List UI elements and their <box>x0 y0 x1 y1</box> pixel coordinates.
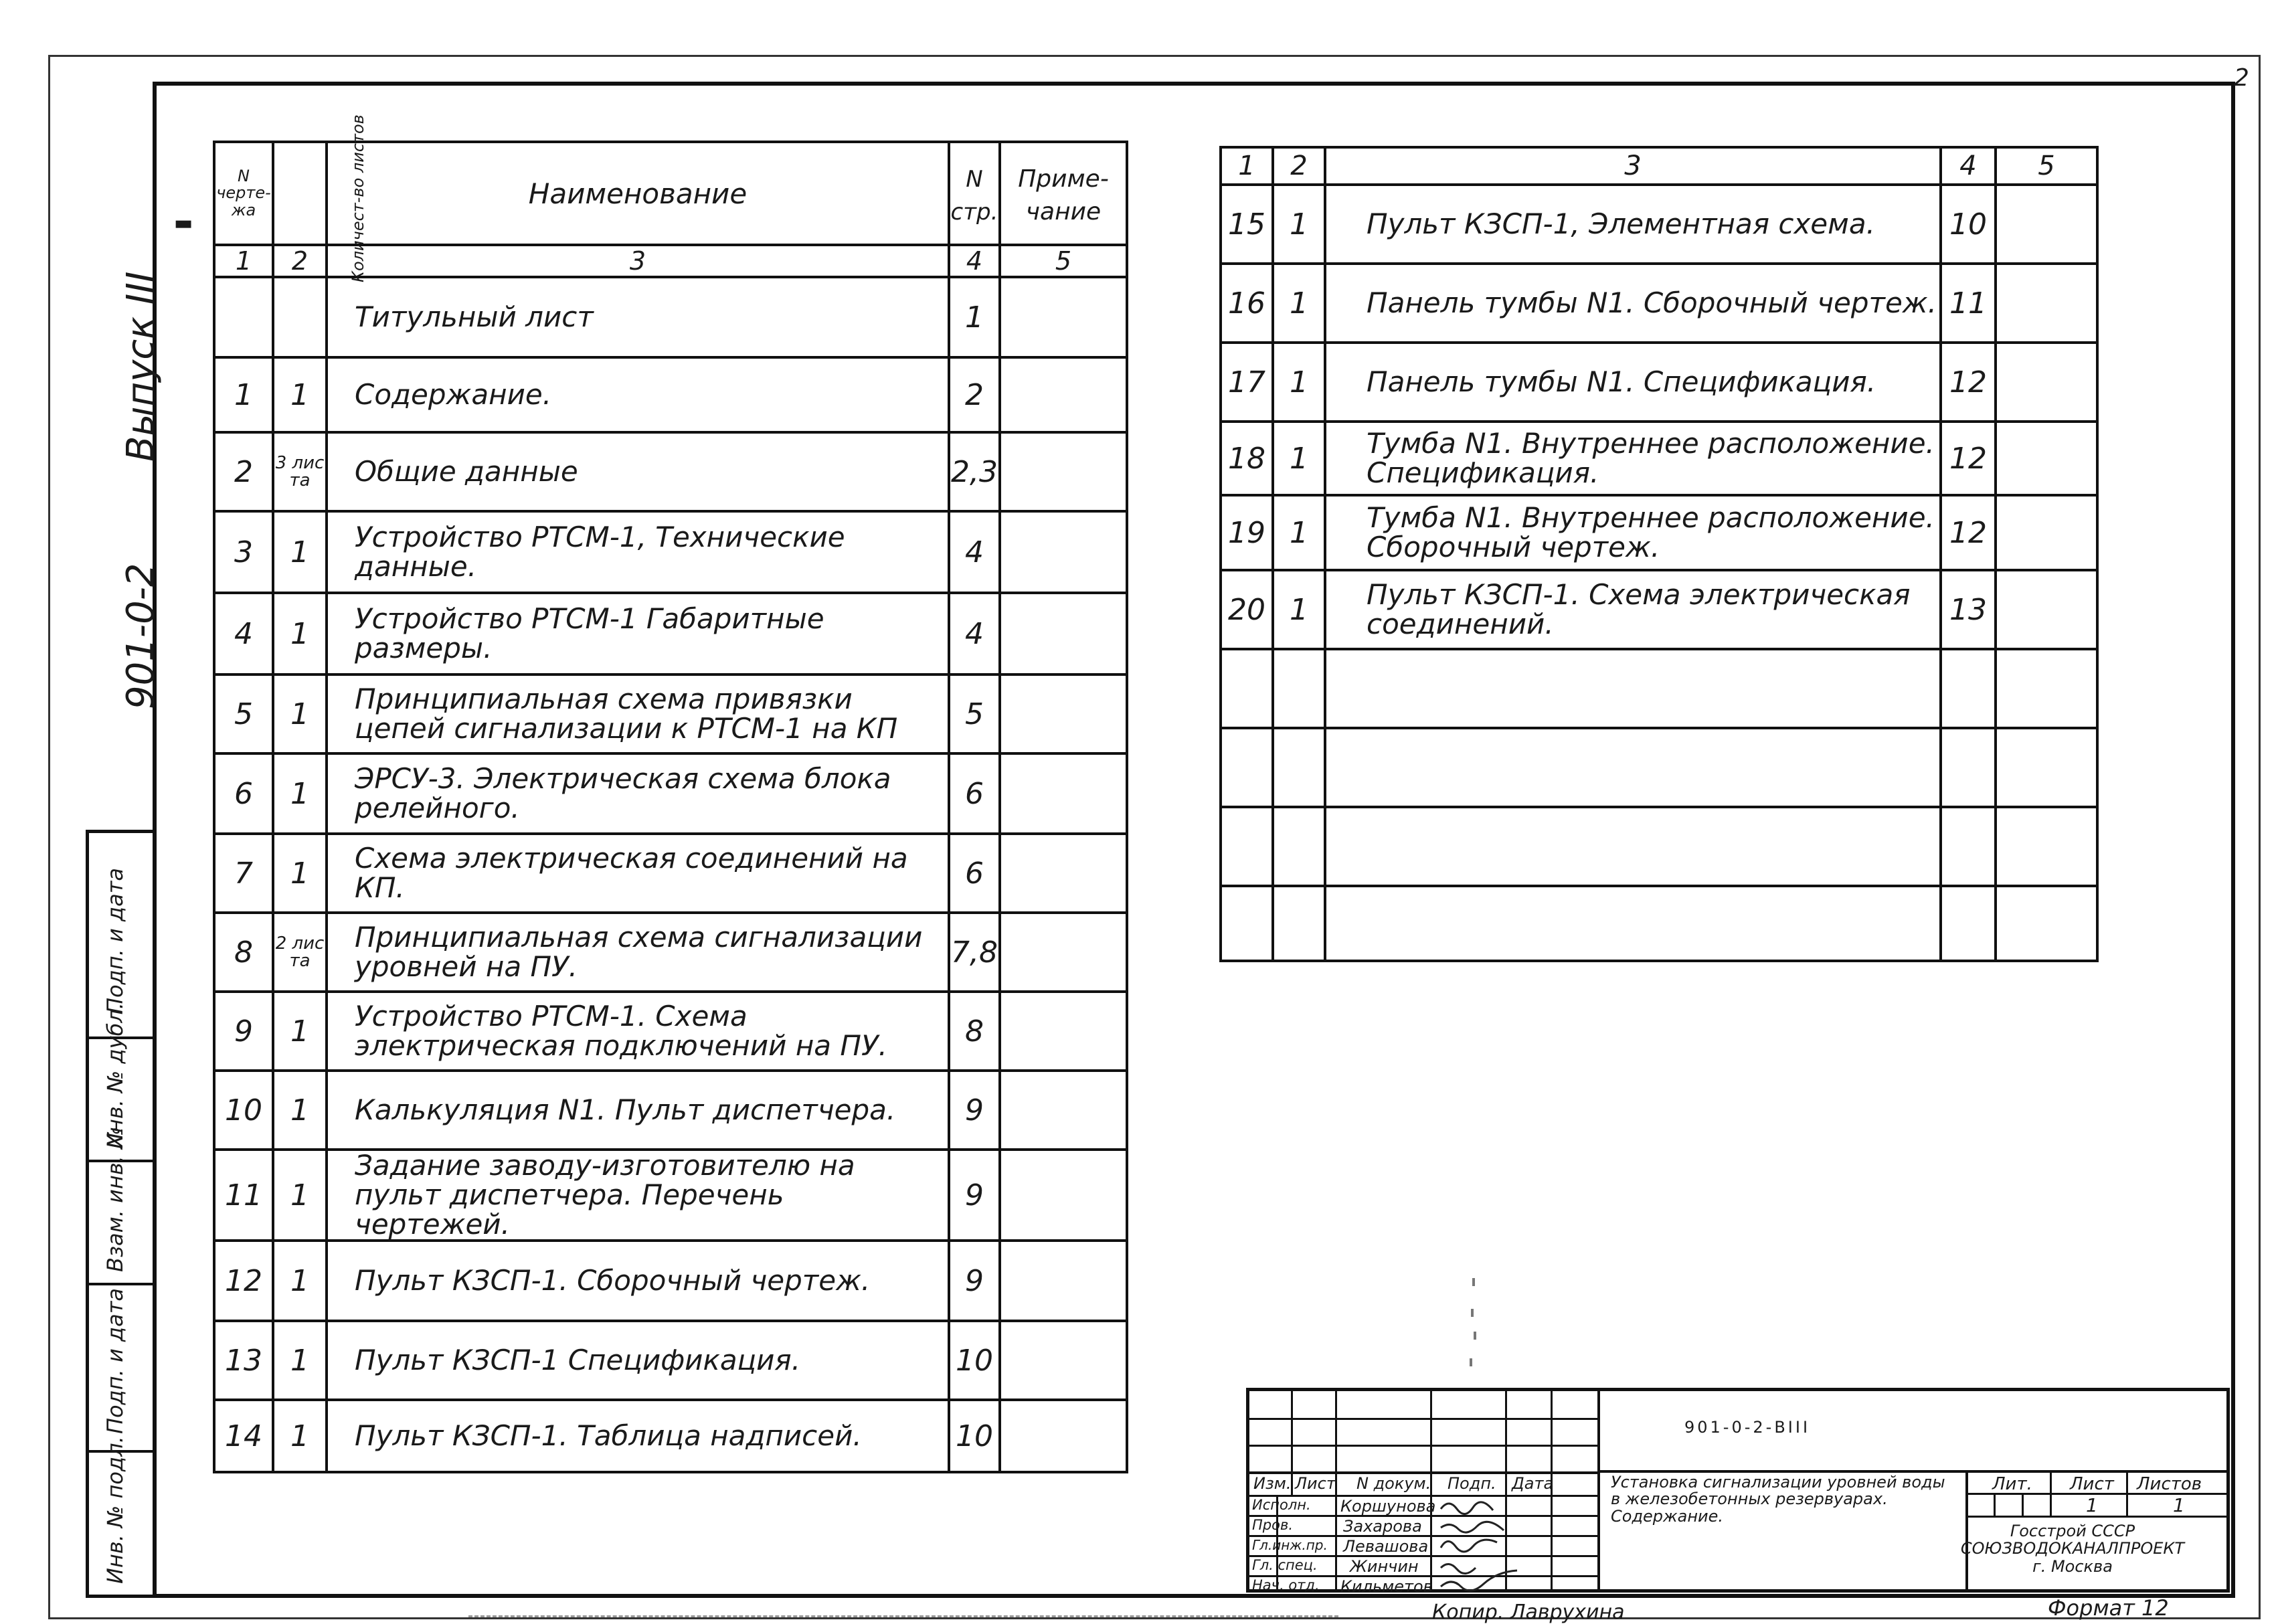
sheet-count-cell <box>1273 728 1325 807</box>
note-cell <box>1000 511 1127 593</box>
stamp-col-header: N докум. <box>1356 1474 1431 1493</box>
sheet-count-cell: 1 <box>273 1241 327 1321</box>
column-number: 1 <box>214 245 273 277</box>
table-row <box>214 511 1127 593</box>
margin-mark: ▬ <box>174 211 193 235</box>
drawing-number-cell: 17 <box>1221 343 1273 422</box>
table-row <box>1221 649 2097 728</box>
page-number-cell: 10 <box>949 1321 1000 1400</box>
header-note: Приме-чание <box>1000 142 1127 245</box>
drawing-name-cell <box>1325 728 1941 807</box>
table-row <box>1221 886 2097 961</box>
drawing-number-cell: 8 <box>214 913 273 992</box>
table-row <box>1221 495 2097 570</box>
sheet-count-cell: 1 <box>1273 570 1325 649</box>
drawing-number-cell: 9 <box>214 992 273 1071</box>
sheet-count-cell: 1 <box>1273 264 1325 343</box>
sheet-count-cell: 1 <box>273 1321 327 1400</box>
drawing-number-cell: 10 <box>214 1071 273 1150</box>
strip-cell <box>89 1285 153 1453</box>
note-cell <box>1000 913 1127 992</box>
drawing-name-cell: Устройство РТСМ-1. Схема электрическая подключений на ПУ. <box>327 992 949 1071</box>
sheet-count-cell: 1 <box>1273 422 1325 495</box>
drawing-number-cell: 19 <box>1221 495 1273 570</box>
page-number-cell <box>1941 649 1996 728</box>
stamp-role: Пров. <box>1252 1517 1294 1533</box>
contents-table-left <box>213 114 1128 1473</box>
drawing-number-cell: 2 <box>214 432 273 511</box>
drawing-name-cell: Пульт КЗСП-1. Таблица надписей. <box>327 1400 949 1472</box>
sheet-count-cell: 1 <box>273 992 327 1071</box>
table-row <box>1221 422 2097 495</box>
note-cell <box>1000 1071 1127 1150</box>
drawing-name-cell: ЭРСУ-3. Электрическая схема блока релейного. <box>327 753 949 834</box>
page-number-cell: 9 <box>949 1241 1000 1321</box>
note-cell <box>1996 185 2097 264</box>
table-row <box>1221 264 2097 343</box>
page-number-cell: 12 <box>1941 495 1996 570</box>
table-row <box>214 277 1127 357</box>
drawing-name-cell: Пульт КЗСП-1. Сборочный чертеж. <box>327 1241 949 1321</box>
stamp-sheets-label: Листов <box>2137 1474 2202 1494</box>
page-number-cell: 2 <box>949 357 1000 432</box>
page-number-cell <box>1941 728 1996 807</box>
page-number-cell <box>1941 807 1996 886</box>
drawing-name-cell: Калькуляция N1. Пульт диспетчера. <box>327 1071 949 1150</box>
drawing-number-cell: 15 <box>1221 185 1273 264</box>
copied-by-label: Копир. Лаврухина <box>1432 1601 1625 1624</box>
strip-label: Инв. № дубл. <box>102 1002 128 1149</box>
page-number-cell: 11 <box>1941 264 1996 343</box>
table-row <box>1221 185 2097 264</box>
drawing-name-cell: Панель тумбы N1. Спецификация. <box>1325 343 1941 422</box>
drawing-number-cell: 6 <box>214 753 273 834</box>
note-cell <box>1000 674 1127 753</box>
drawing-number-cell: 20 <box>1221 570 1273 649</box>
org-line: СОЮЗВОДОКАНАЛПРОЕКТ <box>1960 1539 2185 1558</box>
drawing-number-cell: 14 <box>214 1400 273 1472</box>
side-code-label: 901-0-2 <box>119 563 163 709</box>
table-row <box>214 913 1127 992</box>
page-number-cell: 8 <box>949 992 1000 1071</box>
drawing-number-cell: 11 <box>214 1150 273 1241</box>
table-row <box>214 593 1127 674</box>
stamp-signatures <box>1437 1496 1551 1593</box>
document-title: Установка сигнализации уровней воды в железобетонных резервуарах. Содержание. <box>1611 1473 1945 1526</box>
drawing-name-cell: Пульт КЗСП-1. Схема электрическая соединений. <box>1325 570 1941 649</box>
drawing-name-cell: Устройство РТСМ-1 Габаритные размеры. <box>327 593 949 674</box>
table-row <box>214 992 1127 1071</box>
note-cell <box>1000 593 1127 674</box>
sheet-count-cell: 2 листа <box>273 913 327 992</box>
stamp-sheet-label: Лист <box>2070 1474 2114 1494</box>
page-number-cell: 9 <box>949 1071 1000 1150</box>
note-cell <box>1996 807 2097 886</box>
table-row <box>214 1400 1127 1472</box>
note-cell <box>1000 1150 1127 1241</box>
sheet-count-cell <box>1273 886 1325 961</box>
scan-speck <box>1471 1309 1474 1317</box>
strip-label: Инв. № подл. <box>102 1436 128 1584</box>
sheet-count-cell: 1 <box>273 511 327 593</box>
page-number-cell: 6 <box>949 753 1000 834</box>
stamp-col-header: Лист <box>1295 1474 1336 1493</box>
header-drawing-number: N черте-жа <box>214 142 273 245</box>
table-row <box>214 1241 1127 1321</box>
strip-cell <box>89 1126 153 1285</box>
scan-speck <box>1470 1358 1472 1366</box>
drawing-name-cell: Панель тумбы N1. Сборочный чертеж. <box>1325 264 1941 343</box>
drawing-number-cell: 5 <box>214 674 273 753</box>
drawing-number-cell: 13 <box>214 1321 273 1400</box>
stamp-name: Левашова <box>1343 1537 1429 1556</box>
bottom-edge-marks <box>468 1615 1338 1620</box>
sheet-count-cell: 1 <box>1273 495 1325 570</box>
page-number-cell: 5 <box>949 674 1000 753</box>
drawing-name-cell: Устройство РТСМ-1, Технические данные. <box>327 511 949 593</box>
page-number-cell: 12 <box>1941 422 1996 495</box>
page-number-cell: 6 <box>949 834 1000 913</box>
drawing-number-cell: 18 <box>1221 422 1273 495</box>
note-cell <box>1996 570 2097 649</box>
note-cell <box>1996 728 2097 807</box>
page-number-cell: 4 <box>949 593 1000 674</box>
column-number: 3 <box>1325 147 1941 185</box>
page-number-cell: 12 <box>1941 343 1996 422</box>
drawing-name-cell: Титульный лист <box>327 277 949 357</box>
drawing-name-cell: Тумба N1. Внутреннее расположение. Спецификация. <box>1325 422 1941 495</box>
header-page: N стр. <box>949 142 1000 245</box>
contents-table-right <box>1219 146 2099 962</box>
note-cell <box>1996 886 2097 961</box>
stamp-role: Гл.инж.пр. <box>1252 1537 1328 1553</box>
side-approval-strip <box>86 830 153 1598</box>
table-row <box>214 432 1127 511</box>
page-number-cell: 1 <box>949 277 1000 357</box>
stamp-sheets-value: 1 <box>2173 1494 2185 1516</box>
column-number: 1 <box>1221 147 1273 185</box>
scan-speck <box>1474 1332 1476 1340</box>
sheet-corner-number: 2 <box>2234 64 2249 92</box>
note-cell <box>1000 357 1127 432</box>
note-cell <box>1000 1400 1127 1472</box>
sheet-count-cell: 1 <box>273 1150 327 1241</box>
drawing-number-cell <box>1221 649 1273 728</box>
stamp-name: Кильметов <box>1340 1577 1433 1596</box>
note-cell <box>1996 343 2097 422</box>
drawing-name-cell <box>1325 886 1941 961</box>
note-cell <box>1996 495 2097 570</box>
organization <box>1925 1522 2220 1575</box>
page-number-cell: 4 <box>949 511 1000 593</box>
column-number: 2 <box>273 245 327 277</box>
page-number-cell: 10 <box>1941 185 1996 264</box>
side-series-label: Выпуск III <box>119 271 163 462</box>
sheet-count-cell <box>1273 807 1325 886</box>
table-row <box>1221 728 2097 807</box>
drawing-number-cell <box>1221 886 1273 961</box>
org-line: г. Москва <box>2032 1556 2113 1576</box>
drawing-number-cell: 4 <box>214 593 273 674</box>
drawing-name-cell <box>1325 649 1941 728</box>
table-row <box>214 1321 1127 1400</box>
table-header-row <box>214 142 1127 245</box>
note-cell <box>1000 432 1127 511</box>
strip-label: Подп. и дата <box>102 868 128 1014</box>
table-row <box>1221 343 2097 422</box>
drawing-number-cell <box>214 277 273 357</box>
stamp-col-header: Подп. <box>1448 1474 1496 1493</box>
stamp-name: Жинчин <box>1350 1557 1419 1576</box>
note-cell <box>1000 1241 1127 1321</box>
drawing-number-cell <box>1221 728 1273 807</box>
note-cell <box>1000 992 1127 1071</box>
stamp-sheet-value: 1 <box>2086 1494 2098 1516</box>
column-number: 4 <box>1941 147 1996 185</box>
sheet-count-cell: 1 <box>273 753 327 834</box>
strip-label: Подп. и дата <box>102 1288 128 1434</box>
table-row <box>1221 807 2097 886</box>
stamp-col-header: Изм. <box>1253 1474 1292 1493</box>
drawing-name-cell: Принципиальная схема сигнализации уровней на ПУ. <box>327 913 949 992</box>
strip-cell <box>89 1436 153 1601</box>
table-row <box>214 753 1127 834</box>
table-row <box>214 834 1127 913</box>
drawing-name-cell: Принципиальная схема привязки цепей сигнализации к РТСМ-1 на КП <box>327 674 949 753</box>
table-row <box>214 1150 1127 1241</box>
stamp-role: Нач. отд. <box>1252 1577 1320 1593</box>
note-cell <box>1000 1321 1127 1400</box>
note-cell <box>1000 753 1127 834</box>
page-number-cell: 10 <box>949 1400 1000 1472</box>
drawing-number-cell: 3 <box>214 511 273 593</box>
format-label: Формат 12 <box>2048 1595 2169 1621</box>
page-number-cell: 13 <box>1941 570 1996 649</box>
note-cell <box>1996 264 2097 343</box>
sheet-count-cell: 1 <box>273 674 327 753</box>
sheet-count-cell: 1 <box>273 834 327 913</box>
column-number: 2 <box>1273 147 1325 185</box>
scan-speck <box>1472 1278 1475 1286</box>
page-number-cell: 9 <box>949 1150 1000 1241</box>
drawing-name-cell: Содержание. <box>327 357 949 432</box>
sheet-count-cell: 1 <box>273 1400 327 1472</box>
column-number: 5 <box>1000 245 1127 277</box>
drawing-name-cell: Пульт КЗСП-1, Элементная схема. <box>1325 185 1941 264</box>
note-cell <box>1996 649 2097 728</box>
stamp-col-header: Дата <box>1512 1474 1554 1493</box>
page-number-cell <box>1941 886 1996 961</box>
sheet-count-cell: 1 <box>1273 185 1325 264</box>
drawing-name-cell: Тумба N1. Внутреннее расположение. Сборочный чертеж. <box>1325 495 1941 570</box>
drawing-number-cell <box>1221 807 1273 886</box>
table-row <box>214 674 1127 753</box>
table-row <box>214 357 1127 432</box>
page-number-cell: 7,8 <box>949 913 1000 992</box>
note-cell <box>1000 834 1127 913</box>
table-row <box>214 1071 1127 1150</box>
drawing-name-cell: Схема электрическая соединений на КП. <box>327 834 949 913</box>
sheet-count-cell: 1 <box>273 593 327 674</box>
drawing-name-cell: Пульт КЗСП-1 Спецификация. <box>327 1321 949 1400</box>
sheet-count-cell <box>1273 649 1325 728</box>
column-number: 4 <box>949 245 1000 277</box>
drawing-number-cell: 7 <box>214 834 273 913</box>
header-sheet-count: Количест-во листов <box>273 142 327 245</box>
drawing-name-cell: Задание заводу-изготовителю на пульт диспетчера. Перечень чертежей. <box>327 1150 949 1241</box>
stamp-name: Коршунова <box>1340 1497 1436 1516</box>
table-row <box>1221 570 2097 649</box>
sheet-count-cell <box>273 277 327 357</box>
sheet-count-cell: 1 <box>1273 343 1325 422</box>
note-cell <box>1996 422 2097 495</box>
column-number: 3 <box>327 245 949 277</box>
drawing-number-cell: 12 <box>214 1241 273 1321</box>
sheet-count-cell: 1 <box>273 1071 327 1150</box>
strip-label: Взам. инв. № <box>102 1126 128 1272</box>
page-number-cell: 2,3 <box>949 432 1000 511</box>
drawing-number-cell: 16 <box>1221 264 1273 343</box>
stamp-role: Гл. спец. <box>1252 1557 1318 1573</box>
title-block <box>1246 1388 2230 1596</box>
drawing-name-cell: Общие данные <box>327 432 949 511</box>
stamp-name: Захарова <box>1343 1517 1422 1536</box>
sheet-count-cell: 3 листа <box>273 432 327 511</box>
note-cell <box>1000 277 1127 357</box>
header-name: Наименование <box>327 142 949 245</box>
column-number-row <box>1221 147 2097 185</box>
document-code: 901-0-2-ВIII <box>1684 1418 1811 1437</box>
org-line: Госстрой СССР <box>2010 1522 2135 1540</box>
stamp-role: Исполн. <box>1252 1497 1311 1513</box>
drawing-name-cell <box>1325 807 1941 886</box>
sheet-count-cell: 1 <box>273 357 327 432</box>
column-number: 5 <box>1996 147 2097 185</box>
stamp-lit-label: Лит. <box>1992 1474 2032 1494</box>
drawing-number-cell: 1 <box>214 357 273 432</box>
